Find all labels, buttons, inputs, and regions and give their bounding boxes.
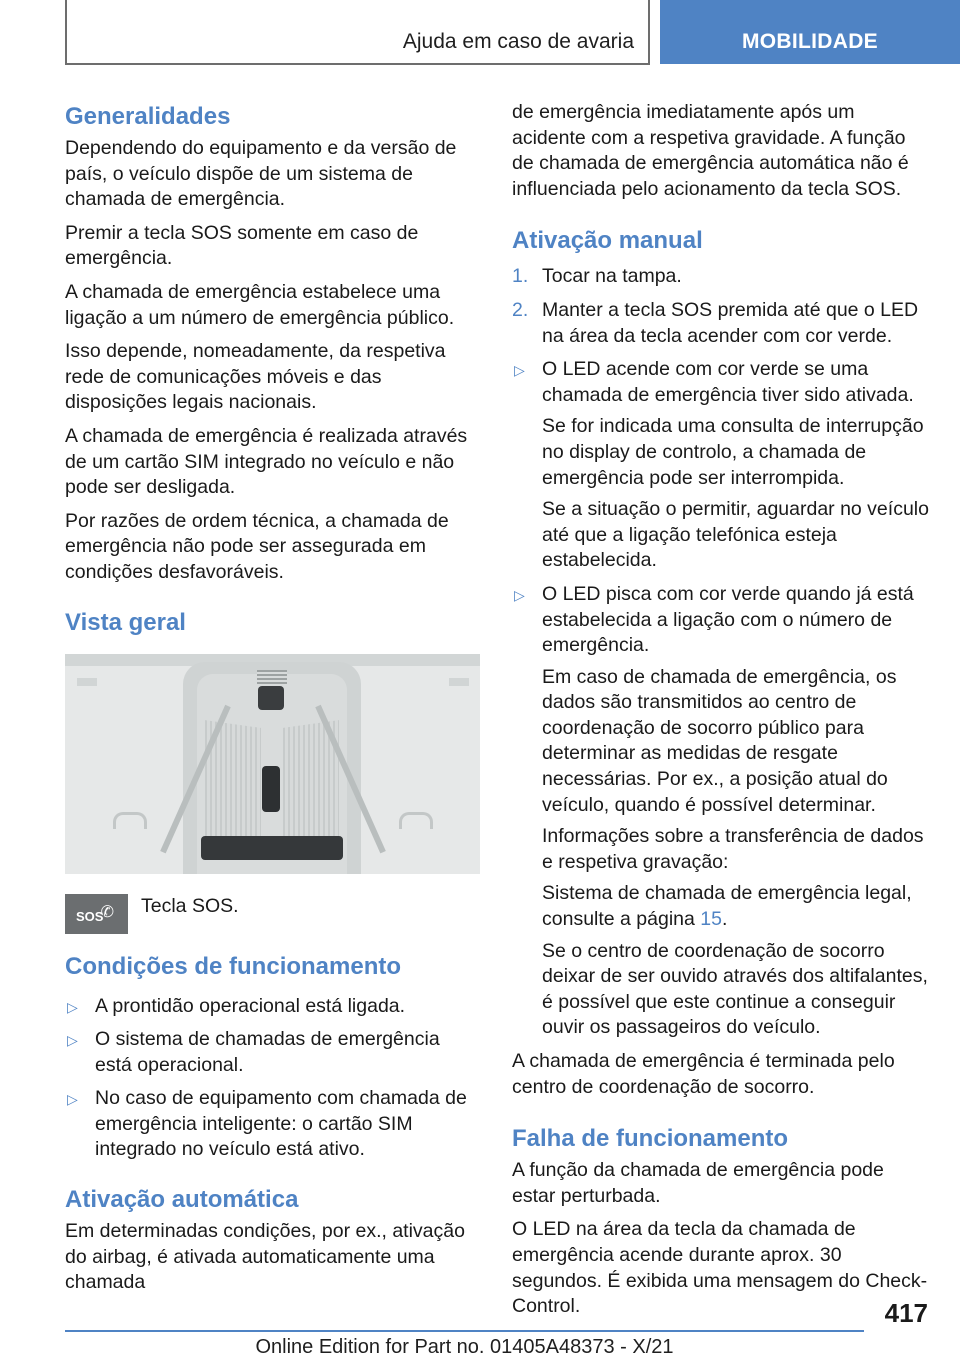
steps-list <box>512 264 932 349</box>
paragraph: de emergência imediatamente após um acidente com a respetiva gravidade. A função de chamada de emergência automática não é influenciada pelo acionamento da tecla SOS. <box>512 101 909 200</box>
bullet-triangle-icon: ▷ <box>67 1091 78 1108</box>
header-rule-left <box>65 0 67 64</box>
bullet-triangle-icon: ▷ <box>67 1032 78 1049</box>
sub-paragraph-reference <box>542 881 932 932</box>
figure-vent <box>257 670 287 684</box>
figure-sos-cover <box>258 686 284 710</box>
page-link[interactable]: 15 <box>700 908 722 931</box>
figure-hook <box>399 812 433 829</box>
heading-ativacao-automatica: Ativação automática <box>65 1186 299 1214</box>
footer-edition: Online Edition for Part no. 01405A48373 - X/21 <box>255 1336 674 1358</box>
header-rule-bottom <box>65 63 650 65</box>
step-item <box>512 298 932 349</box>
paragraph: Isso depende, nomeadamente, da respetiva rede de comunicações móveis e das disposições legais nacionais. <box>65 340 446 414</box>
figure-hook <box>113 812 147 829</box>
figure-buttons <box>262 766 280 812</box>
step-item <box>512 264 932 290</box>
paragraph: Em determinadas condições, por ex., ativação do airbag, é ativada automaticamente uma chamada <box>65 1220 465 1294</box>
bullet-triangle-icon: ▷ <box>514 362 525 379</box>
heading-generalidades: Generalidades <box>65 103 231 130</box>
sos-button-icon <box>65 894 128 934</box>
list-item <box>65 1086 480 1163</box>
right-column <box>512 100 932 1328</box>
paragraph: A função da chamada de emergência pode estar perturbada. <box>512 1159 884 1207</box>
heading-vista-geral: Vista geral <box>65 608 186 636</box>
sub-paragraph: Se for indicada uma consulta de interrupção no display de controlo, a chamada de emergência pode ser interrompida. <box>542 415 924 489</box>
heading-ativacao-manual: Ativação manual <box>512 227 703 255</box>
legend-text: Tecla SOS. <box>141 894 239 917</box>
paragraph: A chamada de emergência é terminada pelo centro de coordenação de socorro. <box>512 1050 895 1098</box>
step-number: 2. <box>512 298 529 321</box>
list-item-text: A prontidão operacional está ligada. <box>95 994 406 1017</box>
figure-control-strip <box>201 836 343 860</box>
paragraph: Dependendo do equipamento e da versão de país, o veículo dispõe de um sistema de chamada de emergência. <box>65 137 457 211</box>
sub-paragraph: Em caso de chamada de emergência, os dados são transmitidos ao centro de coordenação de socorro público para determinar as medidas de resgate necessárias. Por ex., a posição atual do veículo, quando é possível determinar. <box>542 665 897 816</box>
sub-paragraph: Se a situação o permitir, aguardar no veículo até que a ligação telefónica esteja estabelecida. <box>542 498 929 572</box>
list-item-text: No caso de equipamento com chamada de emergência inteligente: o cartão SIM integrado no veículo está ativo. <box>95 1087 467 1161</box>
header-rule-divider <box>648 0 650 64</box>
list-item <box>65 994 480 1020</box>
sub-paragraph: Informações sobre a transferência de dados e respetiva gravação: <box>542 825 924 873</box>
result-list <box>512 357 932 1041</box>
list-item-text: O sistema de chamadas de emergência está operacional. <box>95 1028 440 1076</box>
page-number: 417 <box>884 1298 928 1328</box>
paragraph: A chamada de emergência é realizada através de um cartão SIM integrado no veículo e não pode ser desligada. <box>65 424 468 499</box>
paragraph: Premir a tecla SOS somente em caso de emergência. <box>65 221 419 270</box>
list-item-text: O LED acende com cor verde se uma chamada de emergência tiver sido ativada. <box>542 358 914 406</box>
overhead-console-image <box>65 654 480 874</box>
condicoes-list <box>65 994 480 1164</box>
list-item <box>512 582 932 1041</box>
header-section-title: Ajuda em caso de avaria <box>402 30 634 53</box>
step-number: 1. <box>512 265 529 288</box>
heading-falha: Falha de funcionamento <box>512 1125 789 1153</box>
step-text: Tocar na tampa. <box>542 265 682 288</box>
left-column <box>65 100 480 1304</box>
bullet-triangle-icon: ▷ <box>67 998 78 1015</box>
figure-clip <box>449 678 469 686</box>
paragraph: O LED na área da tecla da chamada de emergência acende durante aprox. 30 segundos. É exibida uma mensagem do Check-Control. <box>512 1218 928 1318</box>
heading-condicoes: Condições de funcionamento <box>65 952 402 980</box>
figure-legend <box>65 894 480 934</box>
phone-icon: ✆ <box>100 903 114 921</box>
paragraph: Por razões de ordem técnica, a chamada de emergência não pode ser assegurada em condições desfavoráveis. <box>65 509 449 583</box>
bullet-triangle-icon: ▷ <box>514 586 525 603</box>
figure-clip <box>77 678 97 686</box>
header-chapter-tab[interactable]: MOBILIDADE <box>660 0 960 64</box>
list-item <box>512 357 932 574</box>
sos-icon-label: SOS <box>76 908 104 924</box>
sub-paragraph: Se o centro de coordenação de socorro deixar de ser ouvido através dos altifalantes, é possível que este continue a conseguir ouvir os passageiros do veículo. <box>542 939 928 1039</box>
reference-text: Sistema de chamada de emergência legal, consulte a página <box>542 882 912 931</box>
list-item-text: O LED pisca com cor verde quando já está estabelecida a ligação com o número de emergência. <box>542 582 914 657</box>
reference-end: . <box>722 908 728 931</box>
paragraph: A chamada de emergência estabelece uma ligação a um número de emergência público. <box>65 280 455 329</box>
list-item <box>65 1027 480 1078</box>
step-text: Manter a tecla SOS premida até que o LED na área da tecla acender com cor verde. <box>542 298 919 347</box>
